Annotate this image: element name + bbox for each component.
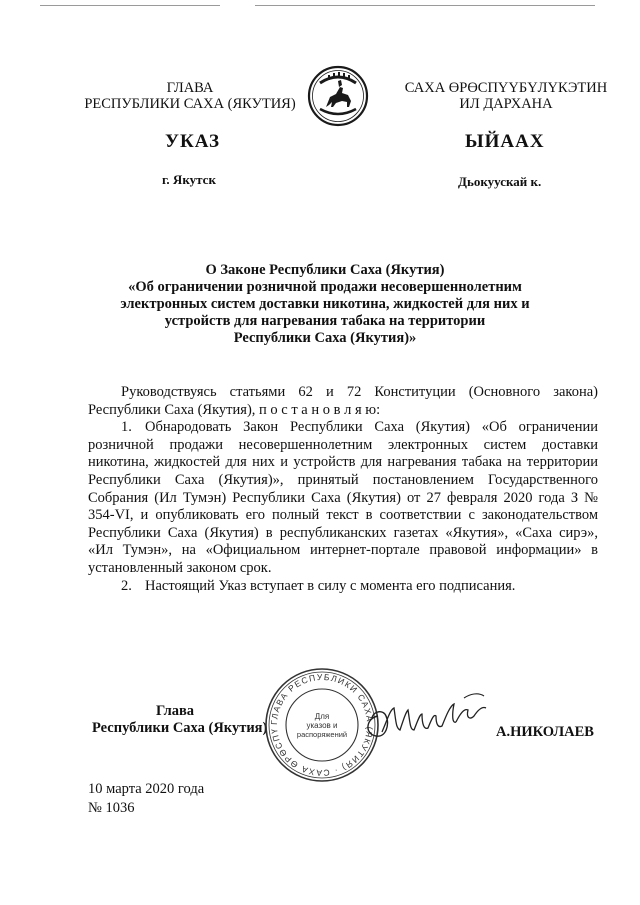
signature-title-line2: Республики Саха (Якутия)	[92, 720, 268, 736]
stamp-center-line3: распоряжений	[296, 730, 348, 739]
city-left: г. Якутск	[162, 172, 216, 187]
document-body	[88, 384, 598, 595]
title-line1: О Законе Республики Саха (Якутия)	[205, 262, 445, 278]
document-date: 10 марта 2020 года	[88, 781, 205, 797]
scan-edge-line	[255, 5, 595, 6]
emblem-icon	[306, 63, 370, 129]
list-item-1-number: 1.	[121, 419, 132, 436]
stamp-center-line2: указов и	[306, 721, 338, 730]
header-right-line2: ИЛ ДАРХАНА	[459, 96, 553, 112]
doc-type-left: УКАЗ	[165, 131, 220, 152]
signature-icon	[360, 688, 495, 748]
header-left	[80, 80, 300, 112]
list-item-1-text: Обнародовать Закон Республики Саха (Якутия) «Об ограничении розничной продажи несовершеннолетним электронных систем доставки никотина, жидкостей для них и устройств для нагревания табака на территории Республики Саха (Якутия)», принятый постановлением Государственного Собрания (Ил Тумэн) Республики Саха (Якутия) от 27 февраля 2020 года З № 354-VI, и опубликовать его полный текст в соответствии с законодательством Республики Саха (Якутия) в республиканских газетах «Якутия», «Саха сирэ», «Ил Тумэн», на «Официальном интернет-портале правовой информации» в установленный законом срок.	[88, 419, 598, 576]
stamp-ring-text: ГЛАВА РЕСПУБЛИКИ САХА (ЯКУТИЯ) · САХА ӨРӨСПҮ	[268, 671, 376, 779]
document-number: № 1036	[88, 800, 135, 816]
signature-title	[92, 703, 267, 737]
title-line2: «Об ограничении розничной продажи несовершеннолетним	[128, 279, 522, 295]
stamp-center-line1: Для	[314, 712, 330, 721]
doc-type-right: ЫЙААХ	[465, 131, 545, 152]
title-line5: Республики Саха (Якутия)»	[233, 330, 417, 346]
document-footer	[88, 780, 204, 818]
signatory-name: А.НИКОЛАЕВ	[496, 724, 594, 740]
header-right-line1: САХА ӨРӨСПҮҮБҮЛҮКЭТИН	[404, 80, 608, 96]
document-title	[95, 262, 555, 347]
title-line4: устройств для нагревания табака на территории	[164, 313, 486, 329]
list-item-2	[88, 578, 598, 596]
title-line3: электронных систем доставки никотина, жидкостей для них и	[120, 296, 530, 312]
preamble-paragraph: Руководствуясь статьями 62 и 72 Конституции (Основного закона) Республики Саха (Якутия), п о с т а н о в л я ю:	[88, 384, 598, 418]
list-item-2-number: 2.	[121, 577, 132, 594]
header-left-line2: РЕСПУБЛИКИ САХА (ЯКУТИЯ)	[84, 96, 296, 112]
list-item-1	[88, 419, 598, 577]
city-right: Дьокуускай к.	[458, 174, 542, 189]
header-left-line1: ГЛАВА	[166, 80, 214, 96]
signature-title-line1: Глава	[156, 703, 195, 719]
list-item-2-text: Настоящий Указ вступает в силу с момента его подписания.	[145, 577, 516, 594]
scan-edge-line	[40, 5, 220, 6]
header-right	[390, 80, 622, 112]
